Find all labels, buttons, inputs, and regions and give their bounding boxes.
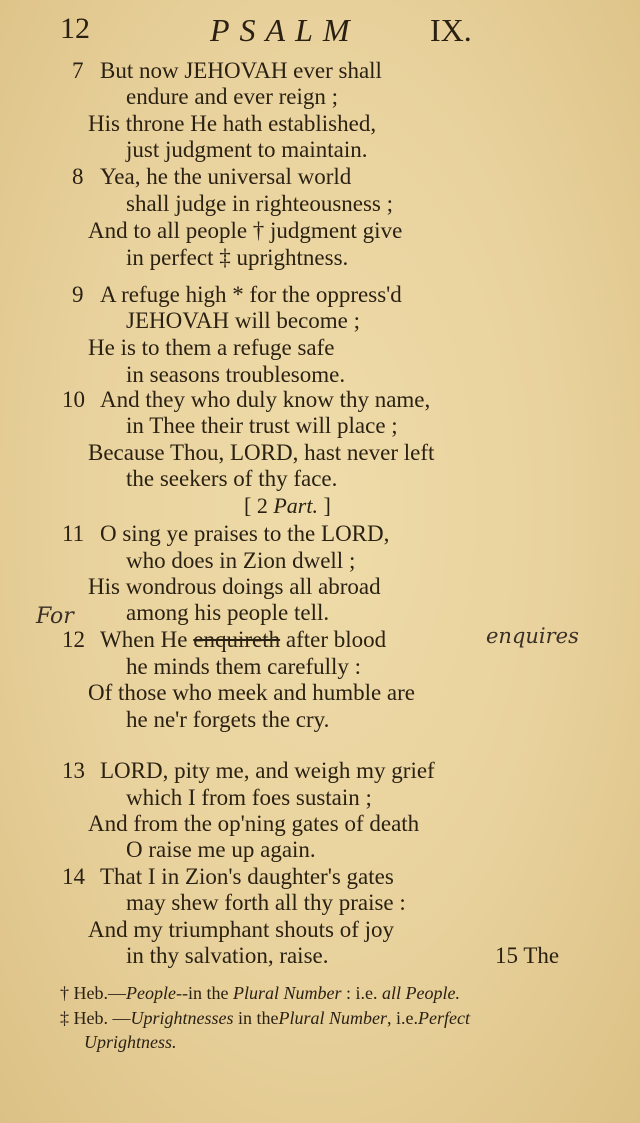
verse-line: he minds them carefully : [126,654,362,679]
verse-line: among his people tell. [126,600,330,625]
verse-number: 14 [62,864,85,889]
footnote-mark: † [60,983,69,1003]
verse-line: And my triumphant shouts of joy [88,917,395,942]
verse-line: may shew forth all thy praise : [126,890,406,915]
verse-number: 7 [72,58,84,83]
footnote-mark: ‡ [60,1008,69,1028]
footnote-text: : i.e. [341,983,382,1003]
part-open: [ 2 [244,493,268,518]
verse-line: endure and ever reign ; [126,84,339,109]
verse-line: in perfect ‡ uprightness. [126,245,349,270]
verse-line: He is to them a refuge safe [88,335,335,360]
verse-line: And to all people † judgment give [88,218,403,243]
verse-number: 9 [72,282,84,307]
verse-line-text: When He [100,627,188,652]
handwritten-correction: enquires [486,624,579,648]
verse-line: And from the op'ning gates of death [88,811,420,836]
verse-number: 11 [62,521,85,546]
verse-line: O raise me up again. [126,837,316,862]
running-header [0,12,640,52]
footnote-text: in the [187,983,233,1003]
footnote-term: all People. [381,983,460,1003]
verse-line: he ne'r forgets the cry. [126,707,330,732]
verse-line: His wondrous doings all abroad [88,574,381,599]
verse-line: the seekers of thy face. [126,466,338,491]
verse-line: His throne He hath established, [88,111,377,136]
verse-line: which I from foes sustain ; [126,785,372,810]
verse-line: And they who duly know thy name, [100,387,431,412]
verse-line: Because Thou, LORD, hast never left [88,440,435,465]
psalm-numeral: IX. [430,12,472,48]
verse-line [100,627,386,653]
footnote-term: Plural Number [232,983,342,1003]
footnote-term: Plural Number [278,1008,388,1028]
footnote-text: in the [233,1008,279,1028]
part-marker [244,493,331,519]
verse-line: in thy salvation, raise. [126,943,329,968]
verse-line: But now JEHOVAH ever shall [100,58,382,83]
verse-line: LORD, pity me, and weigh my grief [100,758,435,783]
footnote-text: , i.e. [387,1008,419,1028]
running-title: PSALM [210,12,360,48]
verse-line: A refuge high * for the oppress'd [100,282,402,307]
footnote [60,1008,470,1029]
verse-line: in seasons troublesome. [126,362,346,387]
verse-line: just judgment to maintain. [126,137,368,162]
verse-number: 8 [72,164,84,189]
footnote-text: Heb.— [73,983,126,1003]
verse-line: Of those who meek and humble are [88,680,416,705]
verse-line: That I in Zion's daughter's gates [100,864,394,889]
footnote-term: People-- [126,983,188,1003]
verse-line-text: after blood [285,627,387,652]
handwritten-margin-note: For [36,604,74,629]
catchword: 15 The [495,943,560,968]
verse-line: JEHOVAH will become ; [126,308,361,333]
verse-number: 12 [62,627,85,652]
footnote-continuation: Uprightness. [84,1032,177,1052]
page-number: 12 [60,12,90,45]
verse-line: who does in Zion dwell ; [126,548,356,573]
footnote-term: Uprightnesses [130,1008,234,1028]
verse-number: 13 [62,758,85,783]
part-label: Part. [273,493,318,518]
verse-line: Yea, he the universal world [100,164,352,189]
footnote-text: Heb. — [73,1008,131,1028]
verse-number: 10 [62,387,85,412]
part-close: ] [323,493,331,518]
verse-line: shall judge in righteousness ; [126,191,394,216]
footnote-term: Perfect [418,1008,470,1028]
footnote [60,983,460,1004]
verse-line: O sing ye praises to the LORD, [100,521,390,546]
struck-word: enquireth [193,627,281,652]
verse-line: in Thee their trust will place ; [126,413,398,438]
